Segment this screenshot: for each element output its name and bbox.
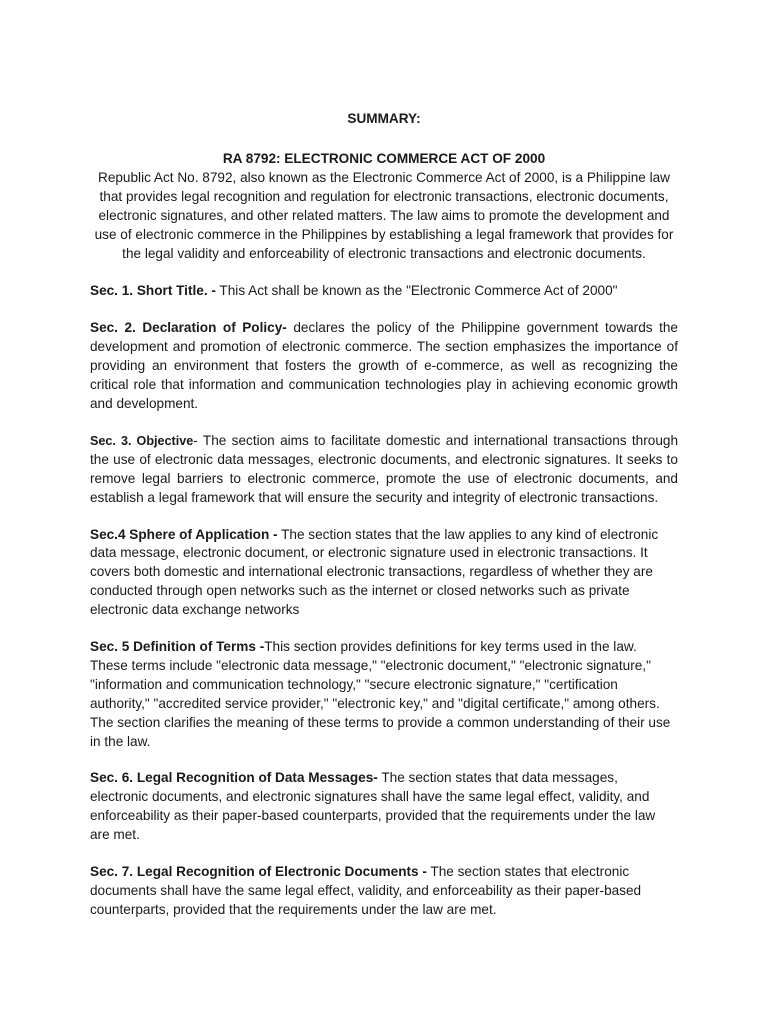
- section-5: [90, 638, 678, 751]
- section-4: [90, 526, 678, 621]
- section-1-text: This Act shall be known as the "Electronic Commerce Act of 2000": [215, 283, 618, 299]
- section-3: [90, 432, 678, 508]
- section-6: [90, 769, 678, 845]
- section-6-text: The section states that data messages, electronic documents, and electronic signatures shall have the same legal effect, validity, and enforceability as their paper-based counterparts, provided that the requirements under the law are met.: [90, 770, 656, 843]
- section-4-label: Sec.4 Sphere of Application -: [90, 526, 278, 542]
- section-2-label: Sec. 2. Declaration of Policy-: [90, 320, 287, 336]
- section-1-label: Sec. 1. Short Title. -: [90, 283, 216, 299]
- section-4-text: The section states that the law applies to any kind of electronic data message, electronic document, or electronic signature used in electronic transactions. It covers both domestic and international electronic transactions, regardless of whether they are conducted through open networks such as the internet or closed networks such as private electronic data exchange networks: [90, 526, 659, 618]
- section-7-text: The section states that electronic documents shall have the same legal effect, validity, and enforceability as their paper-based counterparts, provided that the requirements under the law are met.: [90, 864, 642, 917]
- section-1: [90, 282, 678, 301]
- section-7-label: Sec. 7. Legal Recognition of Electronic Documents -: [90, 864, 427, 880]
- section-5-label: Sec. 5 Definition of Terms -: [90, 639, 265, 655]
- section-6-label: Sec. 6. Legal Recognition of Data Messages-: [90, 770, 378, 786]
- section-5-text: This section provides definitions for key terms used in the law. These terms include "electronic data message," "electronic document," "electronic signature," "information and communication technology," "secure electronic signature," "certification authority," "accredited service provider," "electronic key," and "digital certificate," among others. The section clarifies the meaning of these terms to provide a common understanding of their use in the law.: [90, 639, 671, 749]
- section-3-text: - The section aims to facilitate domestic and international transactions through the use of electronic data messages, electronic documents, and electronic signatures. It seeks to remove legal barriers to electronic commerce, promote the use of electronic documents, and establish a legal framework that will ensure the security and integrity of electronic transactions.: [90, 432, 679, 505]
- intro-paragraph: Republic Act No. 8792, also known as the Electronic Commerce Act of 2000, is a Philippine law that provides legal recognition and regulation for electronic transactions, electronic documents, electronic signatures, and other related matters. The law aims to promote the development and use of electronic commerce in the Philippines by establishing a legal framework that provides for the legal validity and enforceability of electronic transactions and electronic documents.: [94, 169, 674, 261]
- document-content: [90, 110, 678, 920]
- section-7: [90, 863, 678, 920]
- summary-heading: SUMMARY:: [347, 111, 421, 126]
- section-2: [90, 319, 678, 414]
- section-3-label: Sec. 3. Objective: [90, 433, 194, 448]
- document-title: RA 8792: ELECTRONIC COMMERCE ACT OF 2000: [222, 151, 546, 166]
- section-2-text: declares the policy of the Philippine government towards the development and promotion of electronic commerce. The section emphasizes the importance of providing an environment that fosters the growth of e-commerce, as well as recognizing the critical role that information and communication technologies play in achieving economic growth and development.: [90, 320, 678, 411]
